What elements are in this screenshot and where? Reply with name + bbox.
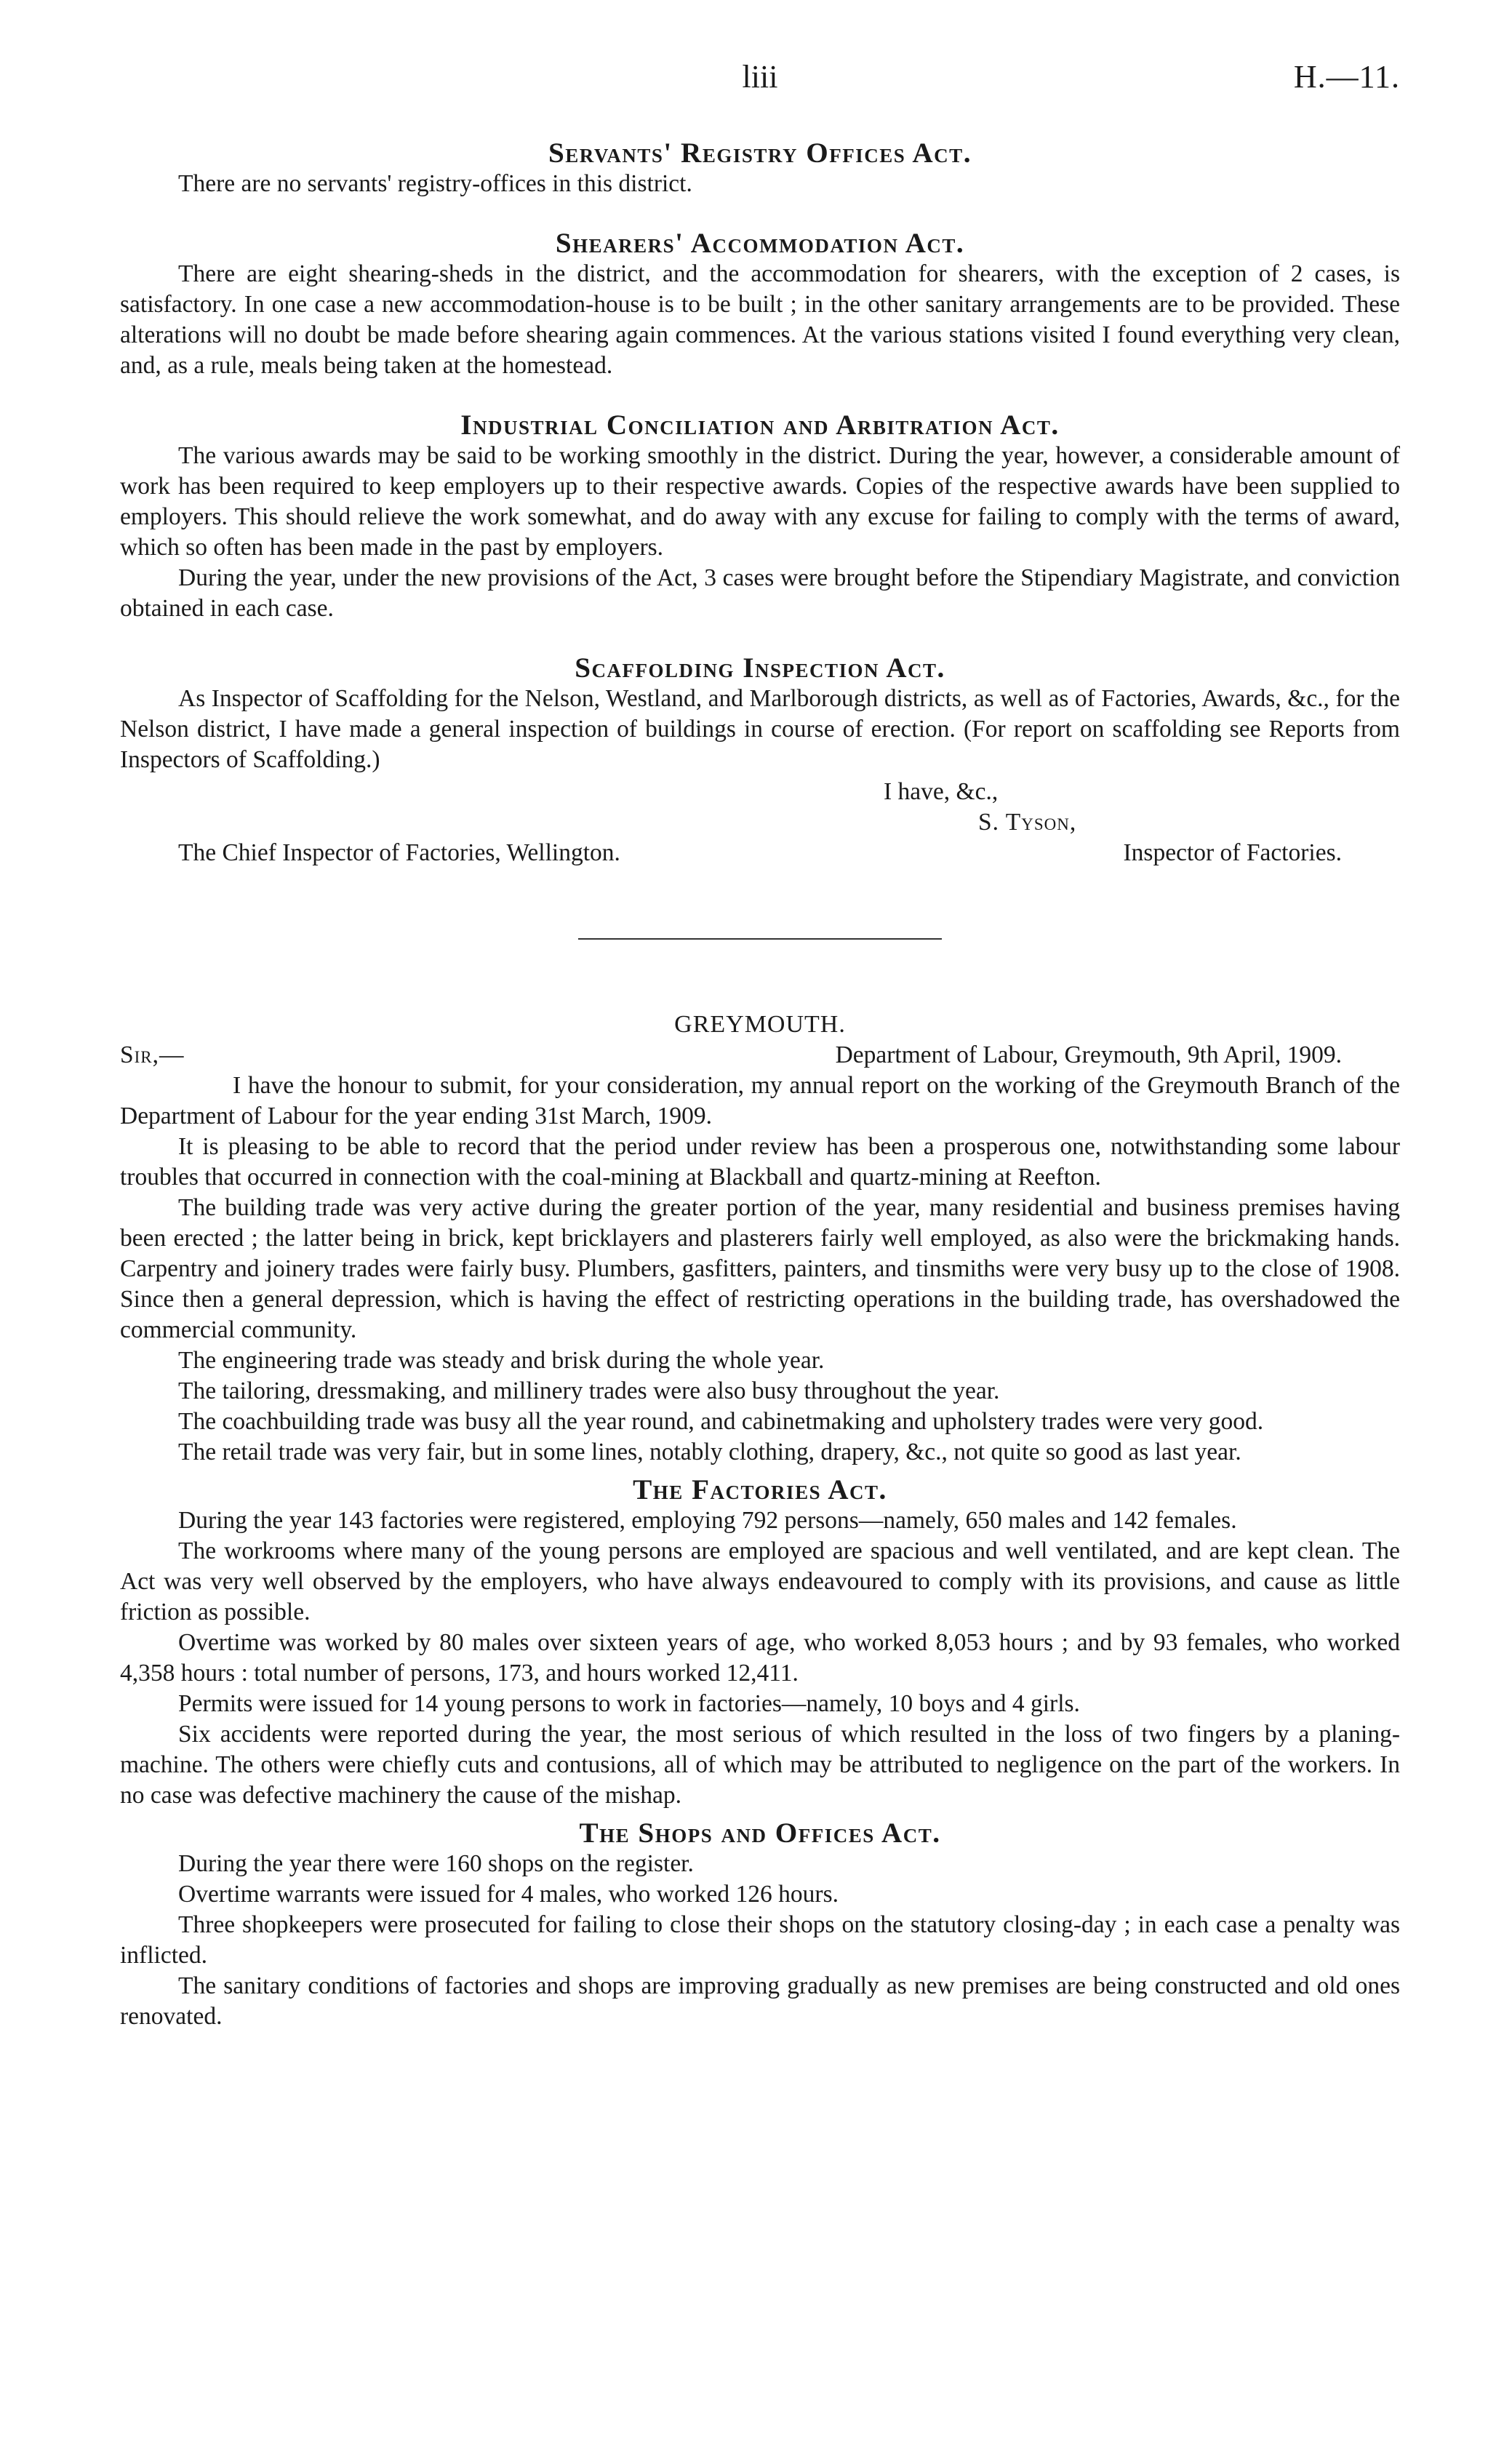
paragraph: Overtime was worked by 80 males over sixteen years of age, who worked 8,053 hours ; and by 93 females, who worked 4,358 hours : total number of persons, 173, and hours worked 12,411. — [120, 1629, 1400, 1687]
servants-registry-section — [120, 138, 1400, 199]
paragraph: The workrooms where many of the young persons are employed are spacious and well ventilated, and are kept clean. The Act was very well observed by the employers, who have always endeavoured to comply with its provisions, and cause as little friction as possible. — [120, 1537, 1400, 1625]
paragraph: As Inspector of Scaffolding for the Nelson, Westland, and Marlborough districts, as well as of Factories, Awards, &c., for the Nelson district, I have made a general inspection of buildings in course of erection. (For report on scaffolding see Reports from Inspectors of Scaffolding.) — [120, 685, 1400, 773]
paragraph: The various awards may be said to be working smoothly in the district. During the year, however, a considerable amount of work has been required to keep employers up to their respective awards. Copies of the respective awards have been supplied to employers. This should relieve the work somewhat, and do away with any excuse for failing to comply with the terms of award, which so often has been made in the past by employers. — [120, 442, 1400, 561]
paragraph: The tailoring, dressmaking, and millinery trades were also busy throughout the year. — [178, 1377, 1000, 1404]
paragraph: During the year there were 160 shops on the register. — [178, 1850, 694, 1877]
industrial-conciliation-section — [120, 410, 1400, 624]
paragraph: The coachbuilding trade was busy all the year round, and cabinetmaking and upholstery trades were very good. — [178, 1408, 1264, 1435]
paragraph: The engineering trade was steady and brisk during the whole year. — [178, 1347, 825, 1374]
scaffolding-inspection-section — [120, 653, 1400, 775]
shops-offices-act-section — [120, 1818, 1400, 2032]
signature-addressee: The Chief Inspector of Factories, Wellington. — [178, 839, 620, 866]
paragraph: The sanitary conditions of factories and shops are improving gradually as new premises are being constructed and old ones renovated. — [120, 1972, 1400, 2030]
signature-name: S. Tyson, — [978, 809, 1077, 836]
salutation-line — [120, 1040, 1400, 1071]
paragraph: During the year, under the new provisions of the Act, 3 cases were brought before the Stipendiary Magistrate, and conviction obtained in each case. — [120, 564, 1400, 622]
paragraph: The retail trade was very fair, but in some lines, notably clothing, drapery, &c., not quite so good as last year. — [178, 1439, 1241, 1465]
shearers-accommodation-section — [120, 228, 1400, 381]
greymouth-report-section — [120, 1071, 1400, 1468]
factories-act-section — [120, 1475, 1400, 1811]
running-head — [120, 58, 1400, 102]
signature-closing: I have, &c., — [884, 778, 999, 805]
paragraph: The building trade was very active during the greater portion of the year, many residential and business premises having been erected ; the latter being in brick, kept bricklayers and plasterers fairly well employed, as also were the brickmaking hands. Carpentry and joinery trades were fairly busy. Plumbers, gasfitters, painters, and tinsmiths were very busy up to the close of 1908. Since then a general depression, which is having the effect of restricting operations in the building trade, has overshadowed the commercial community. — [120, 1194, 1400, 1343]
paragraph: I have the honour to submit, for your consideration, my annual report on the working of the Greymouth Branch of the Department of Labour for the year ending 31st March, 1909. — [120, 1072, 1400, 1129]
salutation: Sir,— — [120, 1041, 185, 1068]
section-heading: The Factories Act. — [633, 1474, 887, 1505]
section-divider — [578, 938, 942, 940]
district-title: GREYMOUTH. — [674, 1011, 846, 1038]
paragraph: Permits were issued for 14 young persons to work in factories—namely, 10 boys and 4 girls. — [178, 1690, 1080, 1717]
paragraph: It is pleasing to be able to record that the period under review has been a prosperous one, notwithstanding some labour troubles that occurred in connection with the coal-mining at Blackball and quartz-mining at Reefton. — [120, 1133, 1400, 1191]
paragraph: There are no servants' registry-offices in this district. — [178, 170, 692, 197]
page-number: liii — [742, 59, 778, 95]
paragraph: There are eight shearing-sheds in the district, and the accommodation for shearers, with the exception of 2 cases, is satisfactory. In one case a new accommodation-house is to be built ; in the other sanitary arrangements are to be provided. These alterations will no doubt be made before shearing again commences. At the various stations visited I found everything very clean, and, as a rule, meals being taken at the homestead. — [120, 260, 1400, 379]
section-heading: Industrial Conciliation and Arbitration Act. — [460, 409, 1060, 441]
paragraph: Overtime warrants were issued for 4 males, who worked 126 hours. — [178, 1881, 839, 1908]
paragraph: Six accidents were reported during the year, the most serious of which resulted in the loss of two fingers by a planing-machine. The others were chiefly cuts and contusions, all of which may be attributed to negligence on the part of the workers. In no case was defective machinery the cause of the mishap. — [120, 1721, 1400, 1809]
paragraph: During the year 143 factories were registered, employing 792 persons—namely, 650 males and 142 females. — [178, 1507, 1237, 1534]
section-heading: The Shops and Offices Act. — [579, 1817, 941, 1849]
signature-title: Inspector of Factories. — [1123, 839, 1342, 866]
document-reference: H.—11. — [1293, 59, 1400, 95]
paragraph: Three shopkeepers were prosecuted for failing to close their shops on the statutory closing-day ; in each case a penalty was inflicted. — [120, 1911, 1400, 1969]
dateline: Department of Labour, Greymouth, 9th April, 1909. — [835, 1041, 1342, 1068]
signature-block — [120, 777, 1400, 871]
section-heading: Shearers' Accommodation Act. — [555, 228, 965, 259]
report-body — [120, 138, 1400, 2032]
section-heading: Servants' Registry Offices Act. — [548, 137, 972, 169]
section-heading: Scaffolding Inspection Act. — [575, 652, 945, 684]
